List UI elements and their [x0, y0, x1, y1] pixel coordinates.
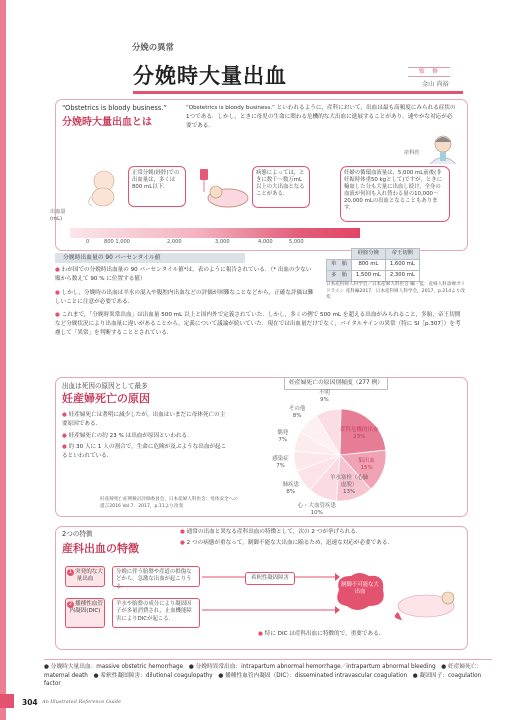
feature-sudden-bleeding: 1 突発的な大量出血 [65, 566, 105, 587]
axis-tick: 3,000 [215, 239, 230, 245]
bullet-text: ● 妊産婦死亡の約 23 % は出血が原因といわれる． [62, 433, 193, 439]
number-badge: 1 [68, 569, 73, 575]
intro-text: “Obstetrics is bloody business.” といわれるように，産科において，出血は最も高頻度にみられる症状の1つである．しかし，ときに母児の生命に関わる危機的な大出血に進展することがあり，速やかな対応が必要である． [186, 105, 456, 129]
bullet-text: ● これまで，「分娩時異常出血」は出血量 500 mL 以上と国内外で定義されていた．しかし，多くの例で 500 mL を超える出血がみられること，多胎，帝王切開など分娩状況により出血量に違いがあることから，定義について議論が続いていた．現在では出血量だけでなく，バイタルサインの異常（特に SI［p.307］）を考慮して「異常」を判断することとされている． [55, 312, 461, 336]
bullet-text: ● 特に DIC は産科出血に特徴的で，重要である． [258, 631, 385, 637]
section-heading: 妊産婦死亡の原因 [62, 392, 150, 405]
bullet-text: ● わが国での分娩時出血量の 90 パーセンタイル値*は，表のように報告されている．（* 出血の少ない順から数えて 90 % に位置する値） [55, 267, 312, 282]
number-badge: 2 [68, 601, 73, 607]
percentile-tag: 分娩時出血量の 90 パーセンタイル値 [55, 253, 245, 263]
axis-tick: 4,000 [258, 239, 273, 245]
bullet-definition: これまで，「分娩時異常出血」は出血量 500 mL 以上と国内外で定義されていた．しかし，多くの例で 500 mL を超える出血がみられること，多胎，帝王切開など分娩状況により出血量に違いがあることから，定義について議論が続いていた．現在では出血量だけでなく，バイタルサインの異常（特に SI［p.307］）を考慮して「異常」を判断することとされている． [55, 312, 461, 336]
chapter-label: 分娩の異常 [132, 42, 174, 52]
bleeding-patient-illustration [388, 582, 458, 622]
section-tag: 出血は死因の原因として最多 [62, 382, 148, 390]
title-underline [133, 91, 463, 94]
feature-sudden-description: 分娩に伴う胎盤や産道の損傷などから，急激な出血が起こりうる． [112, 566, 200, 587]
pie-label: 心・大血管疾患 10% [297, 503, 337, 517]
table-row: 多 胎 1,500 mL 2,300 mL [327, 271, 420, 282]
section-tag: 2つの特徴 [62, 530, 93, 538]
page-tab-marker [0, 694, 14, 708]
section-heading: 産科出血の特徴 [62, 542, 139, 555]
axis-tick: 2,000 [167, 239, 182, 245]
pie-label: 感染症 7% [272, 456, 289, 470]
pie-label: 産科危機的出血 23% [340, 426, 379, 441]
bullet-text: ● 2 つの病態が重なって，制御不能な大出血に陥るため，迅速な対応が必要である． [180, 540, 394, 546]
section-tag: “Obstetrics is bloody business.” [62, 104, 167, 112]
doctor-illustration [425, 134, 461, 164]
axis-tick: 5,000 [289, 239, 304, 245]
bullet-dic-note: 特に DIC は産科出血に特徴的で，重要である． [264, 631, 385, 637]
feature-dic: 2 播種性血管内凝固(DIC) [65, 598, 105, 628]
table-row: 単 胎 800 mL 1,600 mL [327, 260, 420, 271]
page-number: 304 [22, 698, 38, 707]
doctor-label: 産科医 [404, 150, 420, 156]
book-title: An Illustrated Reference Guide [42, 699, 121, 705]
axis-label: 出血量 (mL) [50, 209, 66, 222]
bullet-two-features: 通常の出血と異なる産科出血の特徴として，次の 2 つが挙げられる． [186, 529, 362, 535]
table-source: 日本産科婦人科学会／日本産婦人科医会 編・監：産婦人科診療ガイドライン 産科編2017．日本産科婦人科学会，2017，p.214より改変 [326, 282, 466, 301]
normal-delivery-bubble: 正常分娩(経腟)での出血量は，多くは800 mL以下． [128, 166, 186, 207]
axis-tick: 800 1,000 [104, 239, 130, 245]
massive-bleeding-bubble: 病態によっては，ときに数千～数万mL以上の大出血となることがある． [252, 166, 310, 208]
axis-tick: 0 [86, 239, 90, 245]
pie-label: 偶発 7% [277, 430, 289, 444]
pie-label: 脳出血 15% [358, 458, 375, 472]
pie-label: 肺疾患 8% [282, 482, 299, 496]
section-heading: 分娩時大量出血とは [62, 117, 152, 128]
dilutional-coagulopathy-box: 希釈性凝固障害 [245, 572, 295, 585]
table-header: 経腟分娩 [351, 249, 385, 260]
supervisor-label: 監 修 [408, 67, 450, 77]
bullet-decline: 妊産婦死亡は著明に減少したが，出血はいまだに母体死亡の主要原因である． [62, 412, 226, 427]
page-title: 分娩時大量出血 [133, 63, 287, 88]
pie-label: その他 8% [288, 406, 306, 420]
bullet-rapid-response: 2 つの病態が重なって，制御不能な大出血に陥るため，迅速な対応が必要である． [186, 540, 394, 546]
pie-label: 不明 9% [318, 390, 330, 404]
patient-illustration [198, 168, 252, 212]
chart-source: 妊産婦死亡症例検討評価委員会，日本産婦人科医会：母体安全への提言2016 Vol.7．2017，p.11より改変 [100, 497, 238, 509]
feature-dic-description: 羊水や胎盤の成分により凝固因子が多量消費され，止血機能障害によりDICが起こる． [112, 598, 200, 628]
author-name: 金山 尚裕 [422, 81, 449, 88]
blob-label: 制御不可能な大出血 [341, 582, 379, 596]
bullet-1-in-30: 約 30 人に 1 人の割合で，生命に危険が及ぶような出血が起こるといわれている． [62, 444, 227, 459]
bullet-text: ● 通常の出血と異なる産科出血の特徴として，次の 2 つが挙げられる． [180, 529, 362, 535]
bullet-23-percent: 妊産婦死亡の約 23 % は出血が原因といわれる． [68, 433, 193, 439]
bullet-text: ● 約 30 人に 1 人の割合で，生命に危険が及ぶような出血が起こるといわれている． [62, 444, 227, 459]
table-header: 帝王切開 [385, 249, 419, 260]
percentile-table [326, 248, 420, 282]
bullet-text: ● しかし，分娩時の出血は羊水の混入や腹腔内出血などの評価が困難なことなどから，正確な評価は難しいことに注意が必要である． [55, 290, 314, 305]
uncontrollable-bleeding-blob [333, 570, 387, 612]
chart-title: 妊産婦死亡の原因別頻度（277 例） [284, 377, 388, 390]
baby-illustration [82, 167, 124, 209]
bullet-measurement: しかし，分娩時の出血は羊水の混入や腹腔内出血などの評価が困難なことなどから，正確な評価は難しいことに注意が必要である． [55, 290, 314, 305]
bullet-text: ● 妊産婦死亡は著明に減少したが，出血はいまだに母体死亡の主要原因である． [62, 412, 226, 427]
bleeding-volume-bar [70, 228, 360, 238]
glossary: ● 分娩時大量出血：massive obstetric hemorrhage ● 分娩時異常出血：intrapartum abnormal hemorrhage／intrapartum abnormal bleeding ● 妊産婦死亡：maternal death ● 希釈性凝固障害：dilutional coagulopathy ● 播種性血管内凝固（DIC）：disseminated intravascular coagulation ● 凝固因子：coagulation factor [44, 659, 492, 689]
side-stripe [0, 0, 6, 720]
bullet-percentile: わが国での分娩時出血量の 90 パーセンタイル値*は，表のように報告されている．（* 出血の少ない順から数えて 90 % に位置する値） [55, 267, 312, 282]
blood-volume-bubble: 妊婦の循環血液量は，5,000 mL前後(非妊娠時体重50 kgとして)ですが，ときに輸血した分も大量に出血し続け，全身の血液が何回も入れ替わる量の10,000～20,000 mLの出血となることもあります． [340, 166, 450, 222]
pie-label: 羊水塞栓（心肺虚脱） 13% [329, 475, 369, 496]
